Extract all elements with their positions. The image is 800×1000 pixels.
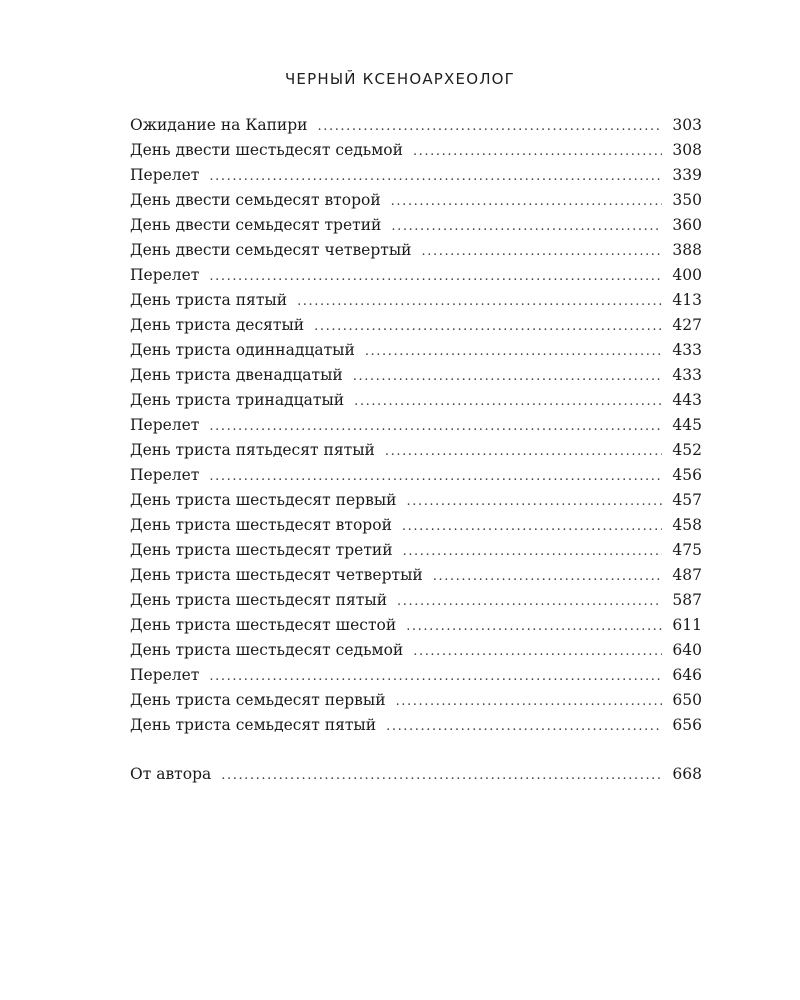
toc-dot-leader	[318, 114, 663, 139]
toc-dot-leader	[406, 614, 662, 639]
toc-dot-leader	[386, 714, 662, 739]
toc-entry	[130, 563, 702, 588]
toc-entry-page: 452	[672, 441, 702, 459]
toc-entry	[130, 613, 702, 638]
toc-entry-page: 640	[672, 641, 702, 659]
toc-entry-page: 308	[672, 141, 702, 159]
toc-dot-leader	[353, 364, 662, 389]
toc-entry-page: 650	[672, 691, 702, 709]
toc-dot-leader	[396, 689, 662, 714]
toc-entry-title: Перелет	[130, 666, 200, 684]
toc-entry-page: 400	[672, 266, 702, 284]
toc-entry-page: 443	[672, 391, 702, 409]
toc-entry	[130, 513, 702, 538]
toc-entry-title: День двести семьдесят третий	[130, 216, 382, 234]
toc-entry	[130, 663, 702, 688]
toc-entry-page: 413	[672, 291, 702, 309]
toc-entry-title: День триста тринадцатый	[130, 391, 345, 409]
toc-entry-page: 487	[672, 566, 702, 584]
toc-entry-page: 339	[672, 166, 702, 184]
toc-entry-title: Ожидание на Капири	[130, 116, 308, 134]
toc-entry-title: День триста семьдесят первый	[130, 691, 386, 709]
toc-entry-title: День триста шестьдесят шестой	[130, 616, 397, 634]
toc-entry	[130, 138, 702, 163]
toc-entry	[130, 388, 702, 413]
toc-dot-leader	[391, 214, 662, 239]
toc-entry-page: 587	[672, 591, 702, 609]
toc-entry-page: 668	[672, 765, 702, 783]
toc-entry-title: День триста двенадцатый	[130, 366, 343, 384]
toc-entry-page: 457	[672, 491, 702, 509]
toc-entry	[130, 463, 702, 488]
toc-entry	[130, 238, 702, 263]
table-of-contents	[130, 113, 702, 787]
toc-dot-leader	[385, 439, 662, 464]
toc-dot-leader	[391, 189, 662, 214]
toc-entry-page: 646	[672, 666, 702, 684]
toc-dot-leader	[365, 339, 662, 364]
toc-entry	[130, 688, 702, 713]
toc-dot-leader	[407, 489, 663, 514]
toc-entry-title: День триста шестьдесят второй	[130, 516, 392, 534]
toc-entry-page: 427	[672, 316, 702, 334]
toc-dot-leader	[209, 464, 662, 489]
toc-entry-page: 475	[672, 541, 702, 559]
toc-dot-leader	[433, 564, 662, 589]
toc-dot-leader	[413, 139, 662, 164]
toc-entry	[130, 188, 702, 213]
toc-entry-page: 360	[672, 216, 702, 234]
toc-entry-title: День двести шестьдесят седьмой	[130, 141, 403, 159]
toc-dot-leader	[314, 314, 662, 339]
toc-entry-page: 458	[672, 516, 702, 534]
toc-dot-leader	[221, 763, 662, 788]
toc-entry	[130, 488, 702, 513]
toc-dot-leader	[209, 414, 662, 439]
toc-entry	[130, 588, 702, 613]
toc-entry	[130, 288, 702, 313]
toc-entry-page: 388	[672, 241, 702, 259]
toc-entry-page: 656	[672, 716, 702, 734]
toc-dot-leader	[209, 264, 662, 289]
toc-entry	[130, 713, 702, 738]
toc-entry-title: День триста шестьдесят третий	[130, 541, 393, 559]
toc-dot-leader	[209, 664, 662, 689]
toc-dot-leader	[397, 589, 662, 614]
toc-dot-leader	[413, 639, 662, 664]
toc-entry	[130, 438, 702, 463]
toc-entry-title: День триста пятый	[130, 291, 288, 309]
toc-entry-title: День триста шестьдесят пятый	[130, 591, 388, 609]
toc-dot-leader	[354, 389, 662, 414]
toc-entry	[130, 363, 702, 388]
toc-entry	[130, 213, 702, 238]
toc-entry-page: 456	[672, 466, 702, 484]
toc-entry	[130, 413, 702, 438]
toc-entry-title: День триста пятьдесят пятый	[130, 441, 375, 459]
toc-entry-title: День двести семьдесят второй	[130, 191, 381, 209]
toc-entry-title: Перелет	[130, 166, 200, 184]
toc-dot-leader	[422, 239, 662, 264]
toc-dot-leader	[402, 514, 662, 539]
toc-dot-leader	[297, 289, 662, 314]
toc-entry-page: 433	[672, 341, 702, 359]
toc-entry-title: День триста семьдесят пятый	[130, 716, 377, 734]
toc-entry	[130, 338, 702, 363]
toc-entry-afterword	[130, 762, 702, 787]
toc-entry-title: День триста шестьдесят седьмой	[130, 641, 404, 659]
toc-entry-title: Перелет	[130, 466, 200, 484]
toc-entry-page: 433	[672, 366, 702, 384]
toc-entry-title: День триста одиннадцатый	[130, 341, 355, 359]
toc-entry-title: День двести семьдесят четвертый	[130, 241, 412, 259]
toc-entry-page: 350	[672, 191, 702, 209]
toc-dot-leader	[403, 539, 662, 564]
toc-entry	[130, 163, 702, 188]
toc-entry-title: Перелет	[130, 266, 200, 284]
toc-entry-title: День триста шестьдесят первый	[130, 491, 397, 509]
toc-entry	[130, 638, 702, 663]
toc-dot-leader	[209, 164, 662, 189]
toc-entry-title: День триста шестьдесят четвертый	[130, 566, 423, 584]
toc-entry	[130, 538, 702, 563]
toc-entry-title: День триста десятый	[130, 316, 305, 334]
toc-entry	[130, 313, 702, 338]
toc-entry-title: От автора	[130, 765, 212, 783]
toc-entry-page: 611	[672, 616, 702, 634]
toc-entry-page: 445	[672, 416, 702, 434]
toc-entry-title: Перелет	[130, 416, 200, 434]
toc-entry	[130, 263, 702, 288]
toc-entry-page: 303	[672, 116, 702, 134]
running-title: ЧЕРНЫЙ КСЕНОАРХЕОЛОГ	[284, 70, 516, 88]
toc-entry	[130, 113, 702, 138]
